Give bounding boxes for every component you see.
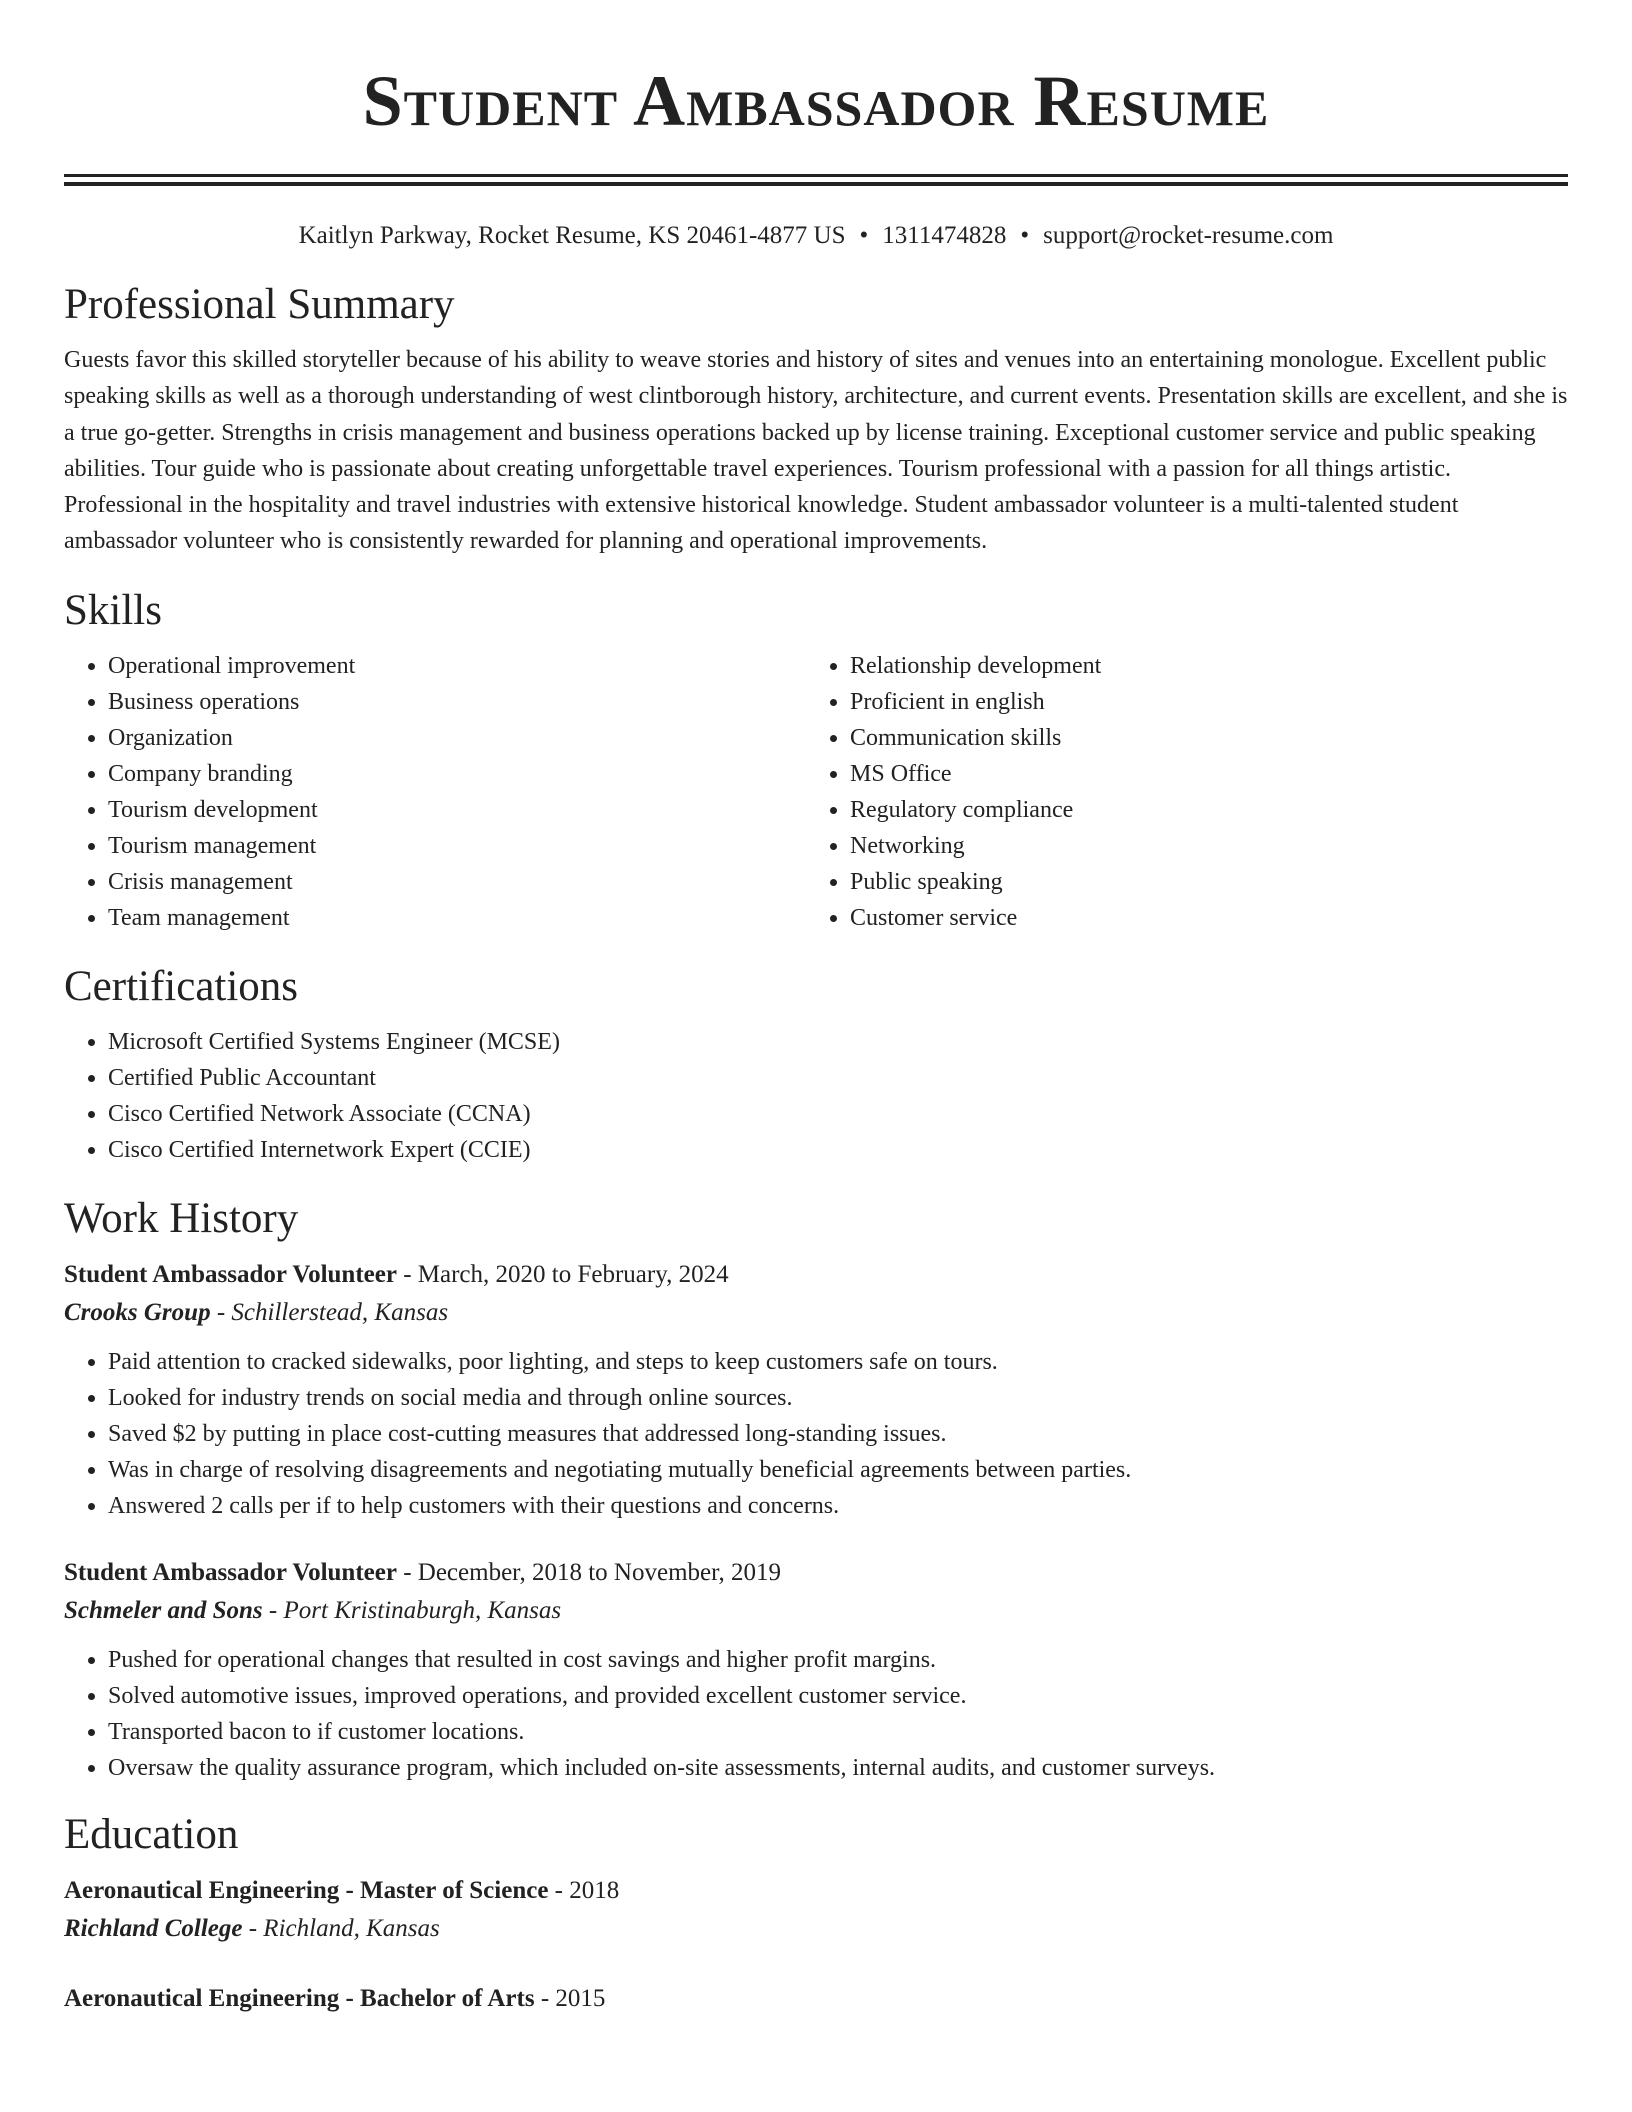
education-header — [64, 1980, 1568, 2018]
contact-line — [64, 220, 1568, 252]
job-bullet: • Answered 2 calls per if to help customers with their questions and concerns. — [108, 1488, 1568, 1524]
skill-item: • Customer service — [850, 900, 1548, 936]
job-bullet: • Solved automotive issues, improved operations, and provided excellent customer service. — [108, 1678, 1568, 1714]
job-bullets — [64, 1344, 1568, 1524]
job-bullets — [64, 1642, 1568, 1786]
skills-grid — [64, 648, 1568, 936]
certification-item: • Microsoft Certified Systems Engineer (MCSE) — [108, 1024, 1568, 1060]
job-company: Crooks Group — [64, 1298, 211, 1326]
skills-list-left — [64, 648, 806, 936]
job-dates: - December, 2018 to November, 2019 — [396, 1558, 781, 1586]
skill-item: • Business operations — [108, 684, 806, 720]
job-title: Student Ambassador Volunteer — [64, 1558, 397, 1586]
job-company: Schmeler and Sons — [64, 1596, 263, 1624]
summary-text: Guests favor this skilled storyteller because of his ability to weave stories and history of sites and venues into an entertaining monologue. Excellent public speaking skills as well as a thorough understanding of west clintborough history, architecture, and current events. Presentation skills are excellent, and she is a true go-getter. Strengths in crisis management and business operations backed up by license training. Exceptional customer service and public speaking abilities. Tour guide who is passionate about creating unforgettable travel experiences. Tourism professional with a passion for all things artistic. Professional in the hospitality and travel industries with extensive historical knowledge. Student ambassador volunteer is a multi-talented student ambassador volunteer who is consistently rewarded for planning and operational improvements. — [64, 347, 1568, 555]
skill-item: • Tourism management — [108, 828, 806, 864]
job-header — [64, 1256, 1568, 1294]
skills-column-left — [64, 648, 806, 936]
education-location: - Richland, Kansas — [242, 1914, 440, 1942]
skill-item: • Regulatory compliance — [850, 792, 1548, 828]
contact-separator: • — [859, 222, 869, 249]
education-header — [64, 1872, 1568, 1910]
job-employer — [64, 1592, 1568, 1630]
skill-item: • Crisis management — [108, 864, 806, 900]
job-entry — [64, 1554, 1568, 1786]
job-header — [64, 1554, 1568, 1592]
education-entry — [64, 1980, 1568, 2018]
skill-item: • Networking — [850, 828, 1548, 864]
skill-item: • Organization — [108, 720, 806, 756]
skill-item: • Communication skills — [850, 720, 1548, 756]
certifications-list — [64, 1024, 1568, 1168]
summary-section — [64, 278, 1568, 560]
certification-item: • Cisco Certified Network Associate (CCNA) — [108, 1096, 1568, 1132]
contact-address: Kaitlyn Parkway, Rocket Resume, KS 20461-4877 US — [298, 222, 846, 249]
education-school-line — [64, 1910, 1568, 1948]
job-location: - Port Kristinaburgh, Kansas — [262, 1596, 562, 1624]
job-bullet: • Looked for industry trends on social media and through online sources. — [108, 1380, 1568, 1416]
certifications-heading: Certifications — [64, 962, 299, 1010]
skills-section — [64, 584, 1568, 936]
job-bullet: • Paid attention to cracked sidewalks, poor lighting, and steps to keep customers safe on tours. — [108, 1344, 1568, 1380]
resume-title: Student Ambassador Resume — [362, 61, 1270, 141]
skill-item: • Public speaking — [850, 864, 1548, 900]
contact-separator: • — [1020, 222, 1030, 249]
work-history-section — [64, 1192, 1568, 1786]
job-bullet: • Saved $2 by putting in place cost-cutting measures that addressed long-standing issues. — [108, 1416, 1568, 1452]
contact-phone: 1311474828 — [882, 222, 1007, 249]
work-history-heading: Work History — [64, 1194, 299, 1242]
job-entry — [64, 1256, 1568, 1524]
skill-item: • Team management — [108, 900, 806, 936]
skill-item: • Tourism development — [108, 792, 806, 828]
education-entry — [64, 1872, 1568, 1948]
summary-heading: Professional Summary — [64, 281, 455, 328]
certifications-section — [64, 960, 1568, 1168]
skill-item: • Company branding — [108, 756, 806, 792]
job-bullet: • Transported bacon to if customer locations. — [108, 1714, 1568, 1750]
job-dates: - March, 2020 to February, 2024 — [396, 1260, 729, 1288]
education-degree: Aeronautical Engineering - Master of Science — [64, 1876, 549, 1904]
job-employer — [64, 1294, 1568, 1332]
job-location: - Schillerstead, Kansas — [210, 1298, 449, 1326]
job-bullet: • Oversaw the quality assurance program, which included on-site assessments, internal audits, and customer surveys. — [108, 1750, 1568, 1786]
education-school: Richland College — [64, 1914, 243, 1942]
education-degree: Aeronautical Engineering - Bachelor of Arts — [64, 1984, 535, 2012]
job-bullet: • Pushed for operational changes that resulted in cost savings and higher profit margins. — [108, 1642, 1568, 1678]
education-year: - 2018 — [548, 1876, 620, 1904]
job-bullet: • Was in charge of resolving disagreements and negotiating mutually beneficial agreements between parties. — [108, 1452, 1568, 1488]
title-double-rule — [64, 174, 1568, 186]
skill-item: • Relationship development — [850, 648, 1548, 684]
education-heading: Education — [64, 1810, 239, 1858]
skills-list-right — [806, 648, 1548, 936]
skill-item: • Proficient in english — [850, 684, 1548, 720]
education-section — [64, 1808, 1568, 2018]
skill-item: • Operational improvement — [108, 648, 806, 684]
certification-item: • Cisco Certified Internetwork Expert (CCIE) — [108, 1132, 1568, 1168]
certification-item: • Certified Public Accountant — [108, 1060, 1568, 1096]
contact-email: support@rocket-resume.com — [1043, 222, 1334, 249]
job-title: Student Ambassador Volunteer — [64, 1260, 397, 1288]
skills-column-right — [806, 648, 1548, 936]
skill-item: • MS Office — [850, 756, 1548, 792]
skills-heading: Skills — [64, 586, 162, 634]
education-year: - 2015 — [534, 1984, 606, 2012]
